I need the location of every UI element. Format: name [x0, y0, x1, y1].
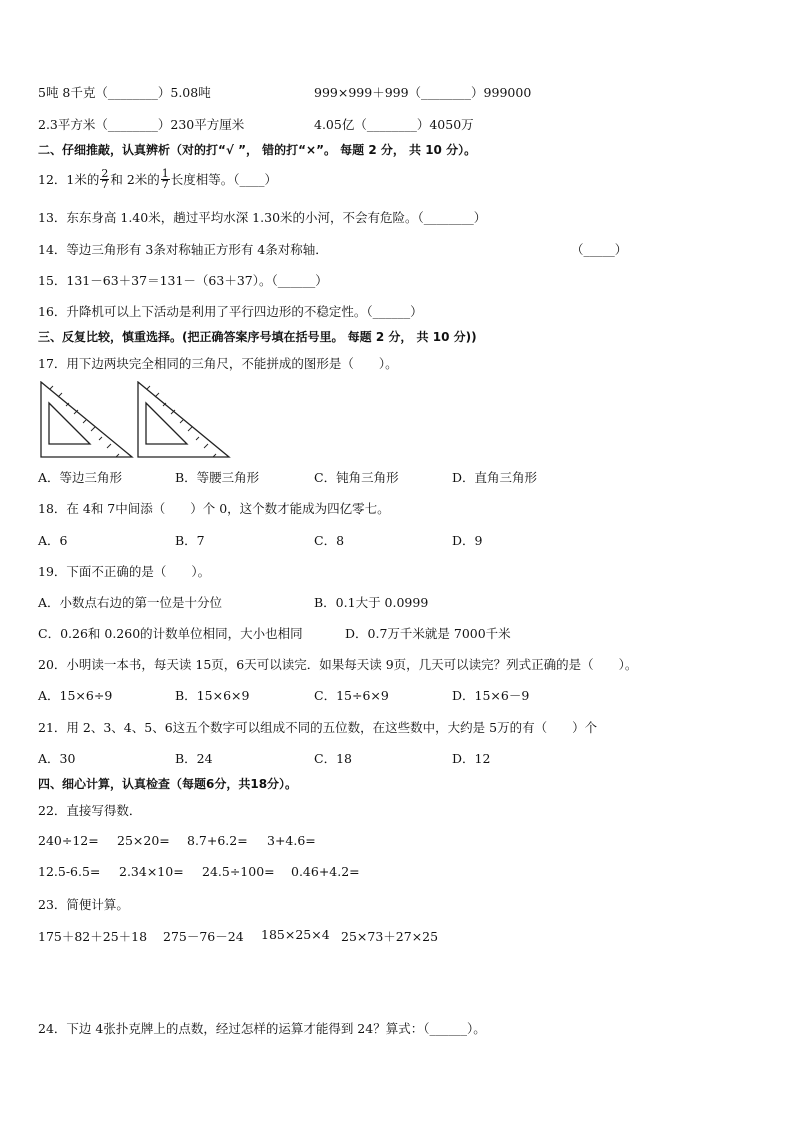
question-13: 13．东东身高 1.40米，趟过平均水深 1.30米的小河，不会有危险。（________）: [38, 210, 487, 225]
q23-item: 25×73＋27×25: [341, 929, 439, 944]
question-14: 14．等边三角形有 3条对称轴正方形有 4条对称轴．: [38, 242, 328, 257]
fraction-1-7: [161, 166, 170, 191]
q23-item: 275－76－24: [163, 929, 244, 944]
fraction-denominator: 7: [101, 177, 109, 191]
section-4-header: 四、细心计算，认真检查（每题6分，共18分）。: [38, 777, 298, 791]
question-17: 17．用下边两块完全相同的三角尺，不能拼成的图形是（ ）。: [38, 356, 398, 371]
section-2-header: 二、仔细推敲，认真辨析（对的打“√ ”， 错的打“×”。 每题 2 分， 共 10 分）。: [38, 143, 477, 157]
q18-option-b: B．7: [175, 533, 205, 548]
fraction-2-7: [100, 166, 109, 191]
q18-option-d: D．9: [452, 533, 483, 548]
question-12: [38, 164, 277, 194]
question-12-mid: 和 2米的: [110, 172, 160, 187]
q19-option-d: D．0.7万千米就是 7000千米: [345, 626, 511, 641]
q17-option-b: B．等腰三角形: [175, 470, 260, 485]
q20-option-a: A．15×6÷9: [38, 688, 113, 703]
q21-option-c: C．18: [314, 751, 352, 766]
q19-option-b: B．0.1大于 0.0999: [314, 595, 429, 610]
set-square-left: [41, 382, 132, 457]
question-21: 21．用 2、3、4、5、6这五个数字可以组成不同的五位数，在这些数中，大约是 5万的有（ ）个: [38, 720, 598, 735]
set-square-figures: [40, 381, 235, 462]
q22-item: 3+4.6=: [267, 833, 316, 848]
question-23: 23．简便计算。: [38, 897, 129, 912]
q22-item: 240÷12=: [38, 833, 99, 848]
question-12-prefix: 12．1米的: [38, 172, 100, 187]
q19-option-a: A．小数点右边的第一位是十分位: [38, 595, 223, 610]
q21-option-a: A．30: [38, 751, 76, 766]
question-12-suffix: 长度相等。（____）: [170, 172, 278, 187]
set-squares-image: [40, 381, 235, 459]
section-3-header: 三、反复比较，慎重选择。(把正确答案序号填在括号里。 每题 2 分， 共 10 分)): [38, 330, 477, 344]
compare-item-1: 5吨 8千克（________）5.08吨: [38, 85, 211, 100]
q22-item: 2.34×10=: [119, 864, 184, 879]
q22-item: 0.46+4.2=: [291, 864, 360, 879]
compare-item-2: 999×999＋999（________）999000: [314, 85, 532, 100]
q21-option-d: D．12: [452, 751, 491, 766]
question-22: 22．直接写得数．: [38, 803, 142, 818]
q19-option-c: C．0.26和 0.260的计数单位相同，大小也相同: [38, 626, 303, 641]
q18-option-a: A．6: [38, 533, 68, 548]
q23-item: 185×25×4: [261, 927, 330, 942]
q18-option-c: C．8: [314, 533, 345, 548]
q23-item: 175＋82＋25＋18: [38, 929, 148, 944]
q20-option-c: C．15÷6×9: [314, 688, 389, 703]
set-square-right: [138, 382, 229, 457]
q17-option-d: D．直角三角形: [452, 470, 538, 485]
q22-item: 8.7+6.2=: [187, 833, 248, 848]
fraction-numerator: 2: [101, 166, 109, 180]
question-24: 24．下边 4张扑克牌上的点数，经过怎样的运算才能得到 24？算式：（______）。: [38, 1021, 486, 1036]
compare-item-4: 4.05亿（________）4050万: [314, 117, 474, 132]
q22-item: 25×20=: [117, 833, 170, 848]
q20-option-d: D．15×6－9: [452, 688, 530, 703]
q17-option-a: A．等边三角形: [38, 470, 123, 485]
question-14-blank: （_____）: [571, 242, 628, 257]
fraction-numerator: 1: [161, 166, 169, 180]
question-20: 20．小明读一本书，每天读 15页，6天可以读完．如果每天读 9页，几天可以读完？列式正确的是（ ）。: [38, 657, 638, 672]
q22-item: 24.5÷100=: [202, 864, 275, 879]
q21-option-b: B．24: [175, 751, 213, 766]
fraction-denominator: 7: [161, 177, 169, 191]
q20-option-b: B．15×6×9: [175, 688, 250, 703]
question-18: 18．在 4和 7中间添（ ）个 0，这个数才能成为四亿零七。: [38, 501, 390, 516]
question-16: 16．升降机可以上下活动是利用了平行四边形的不稳定性。（______）: [38, 304, 423, 319]
question-15: 15．131－63＋37＝131－（63＋37）。（______）: [38, 273, 328, 288]
compare-item-3: 2.3平方米（________）230平方厘米: [38, 117, 245, 132]
question-19: 19．下面不正确的是（ ）。: [38, 564, 211, 579]
q22-item: 12.5-6.5=: [38, 864, 101, 879]
q17-option-c: C．钝角三角形: [314, 470, 399, 485]
